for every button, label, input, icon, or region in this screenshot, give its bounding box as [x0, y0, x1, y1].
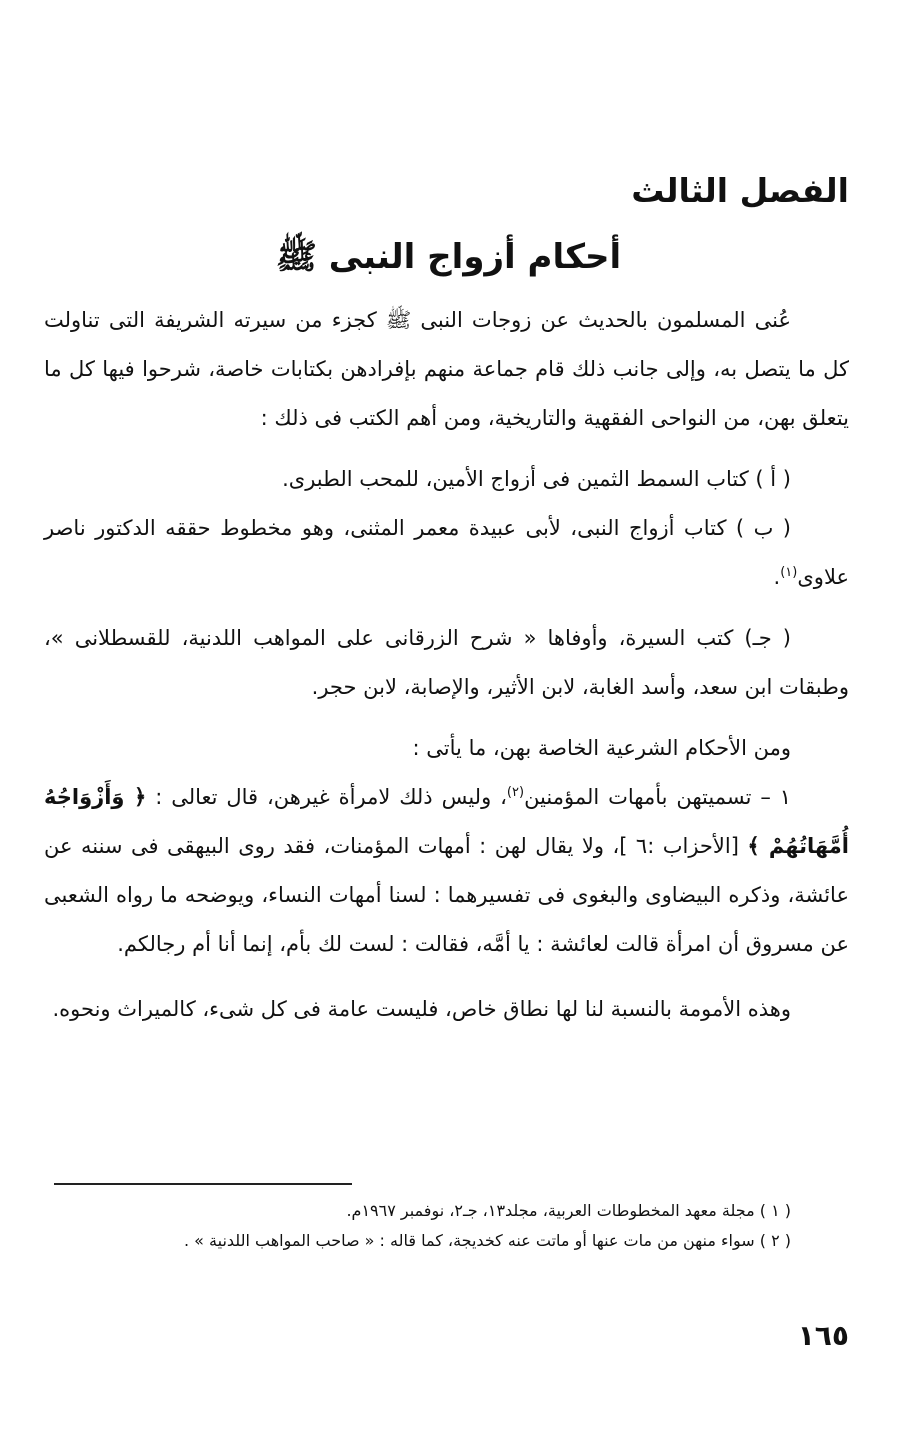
ruling-1: [44, 773, 849, 969]
list-item-a: ( أ ) كتاب السمط الثمين فى أزواج الأمين، للمحب الطبرى.: [282, 467, 791, 491]
footnotes: [44, 1196, 849, 1256]
ruling-1-text: ، وليس ذلك لامرأة غيرهن، قال تعالى :: [155, 785, 507, 809]
motherhood-paragraph: وهذه الأمومة بالنسبة لنا لها نطاق خاص، فليست عامة فى كل شىء، كالميراث ونحوه.: [52, 997, 791, 1021]
footnote-ref-1: (١): [780, 565, 798, 580]
list-item-b: [44, 504, 849, 602]
ruling-1-lead: ١ – تسميتهن بأمهات المؤمنين: [524, 785, 792, 809]
list-item-c: ( جـ) كتب السيرة، وأوفاها « شرح الزرقانى على المواهب اللدنية، للقسطلانى »، وطبقات ابن سعد، وأسد الغابة، لابن الأثير، والإصابة، لابن حجر.: [44, 626, 849, 699]
main-text: [44, 296, 849, 1034]
intro-paragraph: عُنى المسلمون بالحديث عن زوجات النبى ﷺ كجزء من سيرته الشريفة التى تناولت كل ما يتصل به، وإلى جانب ذلك قام جماعة منهم بإفرادهن بكتابات خاصة، شرحوا فيها كل ما يتعلق بهن، من النواحى الفقهية والتاريخية، ومن أهم الكتب فى ذلك :: [44, 308, 849, 430]
rulings-intro: ومن الأحكام الشرعية الخاصة بهن، ما يأتى :: [412, 736, 791, 760]
footnote-2: ( ٢ ) سواء منهن من مات عنها أو ماتت عنه كخديجة، كما قاله : « صاحب المواهب اللدنية » .: [183, 1231, 791, 1250]
section-title: أحكام أزواج النبى ﷺ: [275, 237, 622, 277]
list-item-b-end: .: [773, 565, 781, 589]
chapter-title: الفصل الثالث: [631, 171, 849, 210]
footnote-ref-2: (٢): [506, 785, 525, 800]
list-item-b-text: ( ب ) كتاب أزواج النبى، لأبى عبيدة معمر المثنى، وهو مخطوط حققه الدكتور ناصر علاوى: [44, 516, 849, 589]
quran-verse: ﴿ وَأَزْوَاجُهُ أُمَّهَاتُهُمْ ﴾: [44, 785, 849, 858]
page-number: ١٦٥: [797, 1319, 849, 1352]
ruling-1-rest: [الأحزاب :٦ ]، ولا يقال لهن : أمهات المؤمنات، فقد روى البيهقى فى سننه عن عائشة، وذكره البيضاوى والبغوى فى تفسيرهما : لسنا أمهات النساء، ويوضحه ما رواه الشعبى عن مسروق أن امرأة قالت لعائشة : يا أمَّه، فقالت : لست لك بأم، إنما أنا أم رجالكم.: [44, 834, 849, 956]
footnote-1: ( ١ ) مجلة معهد المخطوطات العربية، مجلد١٣، جـ٢، نوفمبر ١٩٦٧م.: [346, 1201, 791, 1220]
footnote-divider: [54, 1183, 352, 1185]
